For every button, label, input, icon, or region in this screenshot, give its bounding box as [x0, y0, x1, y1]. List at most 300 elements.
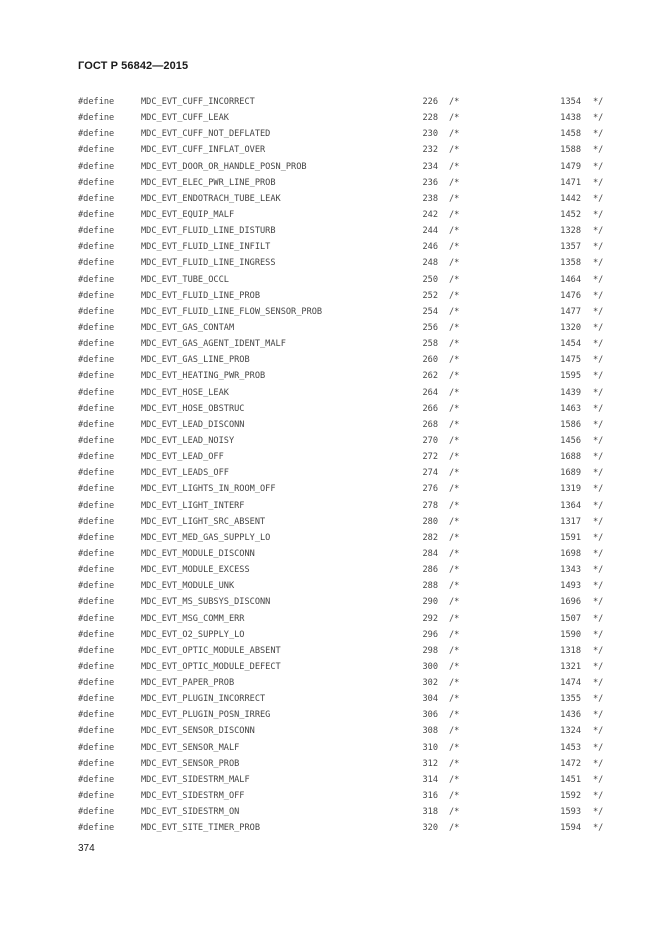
comment-code: 1476 [560, 290, 581, 301]
comment-code: 1590 [560, 629, 581, 640]
define-keyword: #define [78, 468, 115, 479]
comment-open: /* [449, 791, 460, 802]
constant-value: 230 [422, 129, 438, 140]
define-row [0, 239, 661, 255]
define-row [0, 546, 661, 562]
constant-name: MDC_EVT_PLUGIN_POSN_IRREG [141, 710, 271, 721]
define-keyword: #define [78, 274, 115, 285]
define-keyword: #define [78, 387, 115, 398]
constant-value: 242 [422, 209, 438, 220]
define-row [0, 627, 661, 643]
constant-value: 298 [422, 645, 438, 656]
define-keyword: #define [78, 791, 115, 802]
comment-open: /* [449, 274, 460, 285]
comment-code: 1328 [560, 226, 581, 237]
constant-value: 254 [422, 306, 438, 317]
constant-value: 312 [422, 758, 438, 769]
comment-open: /* [449, 548, 460, 559]
define-keyword: #define [78, 290, 115, 301]
constant-value: 250 [422, 274, 438, 285]
constant-name: MDC_EVT_EQUIP_MALF [141, 209, 235, 220]
comment-open: /* [449, 113, 460, 124]
constant-value: 268 [422, 419, 438, 430]
constant-value: 246 [422, 242, 438, 253]
comment-open: /* [449, 193, 460, 204]
comment-close: */ [593, 807, 604, 818]
comment-open: /* [449, 322, 460, 333]
comment-code: 1588 [560, 145, 581, 156]
define-keyword: #define [78, 161, 115, 172]
comment-code: 1358 [560, 258, 581, 269]
constant-value: 266 [422, 403, 438, 414]
constant-name: MDC_EVT_MODULE_EXCESS [141, 565, 250, 576]
constant-name: MDC_EVT_ENDOTRACH_TUBE_LEAK [141, 193, 281, 204]
define-row [0, 336, 661, 352]
comment-close: */ [593, 468, 604, 479]
define-row [0, 126, 661, 142]
comment-close: */ [593, 645, 604, 656]
comment-open: /* [449, 774, 460, 785]
comment-code: 1593 [560, 807, 581, 818]
define-keyword: #define [78, 500, 115, 511]
comment-open: /* [449, 726, 460, 737]
define-row [0, 368, 661, 384]
comment-close: */ [593, 226, 604, 237]
comment-open: /* [449, 387, 460, 398]
constant-name: MDC_EVT_LEAD_DISCONN [141, 419, 245, 430]
comment-open: /* [449, 306, 460, 317]
constant-value: 296 [422, 629, 438, 640]
constant-name: MDC_EVT_FLUID_LINE_FLOW_SENSOR_PROB [141, 306, 323, 317]
constant-name: MDC_EVT_MSG_COMM_ERR [141, 613, 245, 624]
comment-open: /* [449, 355, 460, 366]
comment-close: */ [593, 500, 604, 511]
comment-close: */ [593, 161, 604, 172]
define-row [0, 643, 661, 659]
comment-open: /* [449, 694, 460, 705]
comment-close: */ [593, 193, 604, 204]
comment-open: /* [449, 339, 460, 350]
define-keyword: #define [78, 613, 115, 624]
define-row [0, 788, 661, 804]
comment-close: */ [593, 758, 604, 769]
define-keyword: #define [78, 694, 115, 705]
comment-open: /* [449, 710, 460, 721]
comment-close: */ [593, 403, 604, 414]
constant-name: MDC_EVT_HEATING_PWR_PROB [141, 371, 266, 382]
constant-name: MDC_EVT_FLUID_LINE_INFILT [141, 242, 271, 253]
comment-close: */ [593, 823, 604, 834]
define-row [0, 756, 661, 772]
define-list [0, 94, 661, 836]
comment-open: /* [449, 403, 460, 414]
comment-close: */ [593, 532, 604, 543]
define-keyword: #define [78, 774, 115, 785]
define-keyword: #define [78, 597, 115, 608]
constant-name: MDC_EVT_TUBE_OCCL [141, 274, 229, 285]
comment-code: 1477 [560, 306, 581, 317]
define-keyword: #define [78, 629, 115, 640]
define-keyword: #define [78, 339, 115, 350]
define-row [0, 94, 661, 110]
define-row [0, 304, 661, 320]
constant-value: 244 [422, 226, 438, 237]
comment-code: 1689 [560, 468, 581, 479]
comment-open: /* [449, 97, 460, 107]
constant-name: MDC_EVT_O2_SUPPLY_LO [141, 629, 245, 640]
define-keyword: #define [78, 823, 115, 834]
define-row [0, 562, 661, 578]
define-keyword: #define [78, 113, 115, 124]
comment-close: */ [593, 710, 604, 721]
comment-close: */ [593, 774, 604, 785]
comment-close: */ [593, 565, 604, 576]
comment-code: 1507 [560, 613, 581, 624]
define-keyword: #define [78, 193, 115, 204]
comment-code: 1591 [560, 532, 581, 543]
constant-name: MDC_EVT_HOSE_LEAK [141, 387, 229, 398]
comment-close: */ [593, 387, 604, 398]
define-row [0, 433, 661, 449]
define-keyword: #define [78, 97, 115, 107]
constant-value: 274 [422, 468, 438, 479]
comment-code: 1493 [560, 581, 581, 592]
constant-name: MDC_EVT_FLUID_LINE_INGRESS [141, 258, 276, 269]
comment-code: 1696 [560, 597, 581, 608]
define-keyword: #define [78, 145, 115, 156]
comment-code: 1464 [560, 274, 581, 285]
constant-value: 306 [422, 710, 438, 721]
define-keyword: #define [78, 242, 115, 253]
constant-name: MDC_EVT_GAS_CONTAM [141, 322, 235, 333]
define-keyword: #define [78, 645, 115, 656]
comment-close: */ [593, 629, 604, 640]
comment-code: 1318 [560, 645, 581, 656]
comment-code: 1317 [560, 516, 581, 527]
constant-value: 252 [422, 290, 438, 301]
define-row [0, 691, 661, 707]
define-keyword: #define [78, 209, 115, 220]
comment-code: 1479 [560, 161, 581, 172]
comment-open: /* [449, 532, 460, 543]
document-header: ГОСТ Р 56842—2015 [78, 60, 189, 72]
comment-close: */ [593, 339, 604, 350]
constant-value: 310 [422, 742, 438, 753]
constant-value: 234 [422, 161, 438, 172]
comment-open: /* [449, 807, 460, 818]
constant-value: 270 [422, 435, 438, 446]
constant-value: 236 [422, 177, 438, 188]
comment-close: */ [593, 548, 604, 559]
comment-code: 1452 [560, 209, 581, 220]
constant-value: 300 [422, 661, 438, 672]
comment-code: 1364 [560, 500, 581, 511]
define-keyword: #define [78, 306, 115, 317]
constant-value: 276 [422, 484, 438, 495]
comment-open: /* [449, 258, 460, 269]
page-number: 374 [78, 843, 95, 854]
comment-close: */ [593, 129, 604, 140]
define-keyword: #define [78, 710, 115, 721]
define-row [0, 385, 661, 401]
constant-value: 292 [422, 613, 438, 624]
define-row [0, 288, 661, 304]
constant-value: 318 [422, 807, 438, 818]
define-row [0, 255, 661, 271]
comment-open: /* [449, 371, 460, 382]
define-keyword: #define [78, 661, 115, 672]
define-keyword: #define [78, 516, 115, 527]
comment-close: */ [593, 694, 604, 705]
constant-name: MDC_EVT_FLUID_LINE_DISTURB [141, 226, 276, 237]
constant-name: MDC_EVT_PLUGIN_INCORRECT [141, 694, 266, 705]
define-keyword: #define [78, 371, 115, 382]
constant-value: 320 [422, 823, 438, 834]
comment-code: 1592 [560, 791, 581, 802]
define-keyword: #define [78, 452, 115, 463]
define-row [0, 820, 661, 836]
define-row [0, 142, 661, 158]
comment-close: */ [593, 371, 604, 382]
define-keyword: #define [78, 532, 115, 543]
constant-value: 280 [422, 516, 438, 527]
constant-value: 302 [422, 678, 438, 689]
constant-name: MDC_EVT_LEAD_NOISY [141, 435, 235, 446]
comment-code: 1436 [560, 710, 581, 721]
comment-open: /* [449, 581, 460, 592]
define-keyword: #define [78, 129, 115, 140]
comment-code: 1586 [560, 419, 581, 430]
comment-open: /* [449, 516, 460, 527]
comment-open: /* [449, 742, 460, 753]
define-row [0, 191, 661, 207]
define-keyword: #define [78, 226, 115, 237]
constant-value: 278 [422, 500, 438, 511]
constant-value: 284 [422, 548, 438, 559]
constant-name: MDC_EVT_OPTIC_MODULE_DEFECT [141, 661, 281, 672]
constant-value: 238 [422, 193, 438, 204]
comment-open: /* [449, 145, 460, 156]
comment-close: */ [593, 581, 604, 592]
comment-code: 1439 [560, 387, 581, 398]
comment-code: 1458 [560, 129, 581, 140]
comment-close: */ [593, 209, 604, 220]
define-keyword: #define [78, 581, 115, 592]
define-row [0, 675, 661, 691]
define-row [0, 740, 661, 756]
comment-code: 1442 [560, 193, 581, 204]
comment-open: /* [449, 209, 460, 220]
constant-value: 316 [422, 791, 438, 802]
comment-close: */ [593, 306, 604, 317]
define-row [0, 659, 661, 675]
constant-name: MDC_EVT_FLUID_LINE_PROB [141, 290, 260, 301]
constant-name: MDC_EVT_MS_SUBSYS_DISCONN [141, 597, 271, 608]
comment-open: /* [449, 242, 460, 253]
comment-open: /* [449, 290, 460, 301]
comment-close: */ [593, 452, 604, 463]
constant-value: 308 [422, 726, 438, 737]
define-keyword: #define [78, 565, 115, 576]
comment-close: */ [593, 435, 604, 446]
comment-open: /* [449, 758, 460, 769]
comment-code: 1343 [560, 565, 581, 576]
comment-code: 1354 [560, 97, 581, 107]
constant-value: 232 [422, 145, 438, 156]
define-row [0, 110, 661, 126]
define-row [0, 530, 661, 546]
define-keyword: #define [78, 322, 115, 333]
define-keyword: #define [78, 484, 115, 495]
constant-value: 256 [422, 322, 438, 333]
comment-close: */ [593, 678, 604, 689]
comment-code: 1320 [560, 322, 581, 333]
constant-name: MDC_EVT_GAS_AGENT_IDENT_MALF [141, 339, 286, 350]
comment-close: */ [593, 613, 604, 624]
comment-code: 1324 [560, 726, 581, 737]
comment-close: */ [593, 742, 604, 753]
define-keyword: #define [78, 258, 115, 269]
comment-code: 1595 [560, 371, 581, 382]
comment-open: /* [449, 484, 460, 495]
comment-open: /* [449, 645, 460, 656]
comment-close: */ [593, 484, 604, 495]
define-keyword: #define [78, 548, 115, 559]
define-row [0, 449, 661, 465]
comment-open: /* [449, 129, 460, 140]
define-row [0, 804, 661, 820]
define-row [0, 207, 661, 223]
comment-code: 1471 [560, 177, 581, 188]
constant-name: MDC_EVT_CUFF_NOT_DEFLATED [141, 129, 271, 140]
constant-name: MDC_EVT_PAPER_PROB [141, 678, 235, 689]
comment-close: */ [593, 597, 604, 608]
define-row [0, 772, 661, 788]
constant-name: MDC_EVT_MED_GAS_SUPPLY_LO [141, 532, 271, 543]
constant-value: 226 [422, 97, 438, 107]
comment-code: 1475 [560, 355, 581, 366]
define-keyword: #define [78, 177, 115, 188]
define-keyword: #define [78, 435, 115, 446]
constant-value: 272 [422, 452, 438, 463]
constant-value: 314 [422, 774, 438, 785]
comment-code: 1453 [560, 742, 581, 753]
comment-code: 1594 [560, 823, 581, 834]
comment-close: */ [593, 177, 604, 188]
comment-close: */ [593, 145, 604, 156]
constant-value: 258 [422, 339, 438, 350]
comment-close: */ [593, 274, 604, 285]
comment-open: /* [449, 177, 460, 188]
define-keyword: #define [78, 742, 115, 753]
constant-name: MDC_EVT_CUFF_INCORRECT [141, 97, 255, 107]
define-row [0, 417, 661, 433]
comment-close: */ [593, 242, 604, 253]
comment-open: /* [449, 419, 460, 430]
comment-code: 1451 [560, 774, 581, 785]
define-row [0, 594, 661, 610]
comment-code: 1472 [560, 758, 581, 769]
constant-name: MDC_EVT_MODULE_UNK [141, 581, 235, 592]
constant-value: 286 [422, 565, 438, 576]
comment-close: */ [593, 791, 604, 802]
comment-open: /* [449, 629, 460, 640]
constant-name: MDC_EVT_SIDESTRM_OFF [141, 791, 245, 802]
comment-open: /* [449, 823, 460, 834]
comment-code: 1698 [560, 548, 581, 559]
comment-open: /* [449, 678, 460, 689]
constant-name: MDC_EVT_SIDESTRM_ON [141, 807, 240, 818]
comment-open: /* [449, 226, 460, 237]
comment-close: */ [593, 661, 604, 672]
comment-code: 1463 [560, 403, 581, 414]
constant-name: MDC_EVT_GAS_LINE_PROB [141, 355, 250, 366]
define-row [0, 465, 661, 481]
comment-code: 1357 [560, 242, 581, 253]
comment-close: */ [593, 113, 604, 124]
define-row [0, 611, 661, 627]
constant-value: 260 [422, 355, 438, 366]
define-row [0, 159, 661, 175]
constant-name: MDC_EVT_LIGHT_SRC_ABSENT [141, 516, 266, 527]
define-row [0, 401, 661, 417]
define-row [0, 223, 661, 239]
define-row [0, 707, 661, 723]
comment-close: */ [593, 322, 604, 333]
comment-close: */ [593, 419, 604, 430]
comment-close: */ [593, 290, 604, 301]
constant-name: MDC_EVT_SENSOR_MALF [141, 742, 240, 753]
constant-name: MDC_EVT_SITE_TIMER_PROB [141, 823, 260, 834]
constant-value: 248 [422, 258, 438, 269]
comment-open: /* [449, 565, 460, 576]
constant-name: MDC_EVT_LEADS_OFF [141, 468, 229, 479]
constant-name: MDC_EVT_OPTIC_MODULE_ABSENT [141, 645, 281, 656]
comment-code: 1438 [560, 113, 581, 124]
comment-code: 1456 [560, 435, 581, 446]
constant-name: MDC_EVT_CUFF_INFLAT_OVER [141, 145, 266, 156]
constant-name: MDC_EVT_DOOR_OR_HANDLE_POSN_PROB [141, 161, 307, 172]
comment-open: /* [449, 500, 460, 511]
comment-code: 1319 [560, 484, 581, 495]
comment-open: /* [449, 661, 460, 672]
comment-open: /* [449, 468, 460, 479]
define-keyword: #define [78, 807, 115, 818]
define-row [0, 723, 661, 739]
comment-open: /* [449, 452, 460, 463]
constant-name: MDC_EVT_CUFF_LEAK [141, 113, 229, 124]
comment-close: */ [593, 355, 604, 366]
comment-open: /* [449, 597, 460, 608]
comment-open: /* [449, 435, 460, 446]
constant-value: 288 [422, 581, 438, 592]
define-row [0, 320, 661, 336]
define-keyword: #define [78, 726, 115, 737]
constant-name: MDC_EVT_LIGHTS_IN_ROOM_OFF [141, 484, 276, 495]
define-row [0, 498, 661, 514]
define-row [0, 514, 661, 530]
comment-code: 1321 [560, 661, 581, 672]
define-keyword: #define [78, 678, 115, 689]
constant-name: MDC_EVT_LIGHT_INTERF [141, 500, 245, 511]
constant-name: MDC_EVT_HOSE_OBSTRUC [141, 403, 245, 414]
define-row [0, 578, 661, 594]
constant-value: 262 [422, 371, 438, 382]
define-keyword: #define [78, 419, 115, 430]
comment-close: */ [593, 726, 604, 737]
constant-value: 304 [422, 694, 438, 705]
define-keyword: #define [78, 403, 115, 414]
